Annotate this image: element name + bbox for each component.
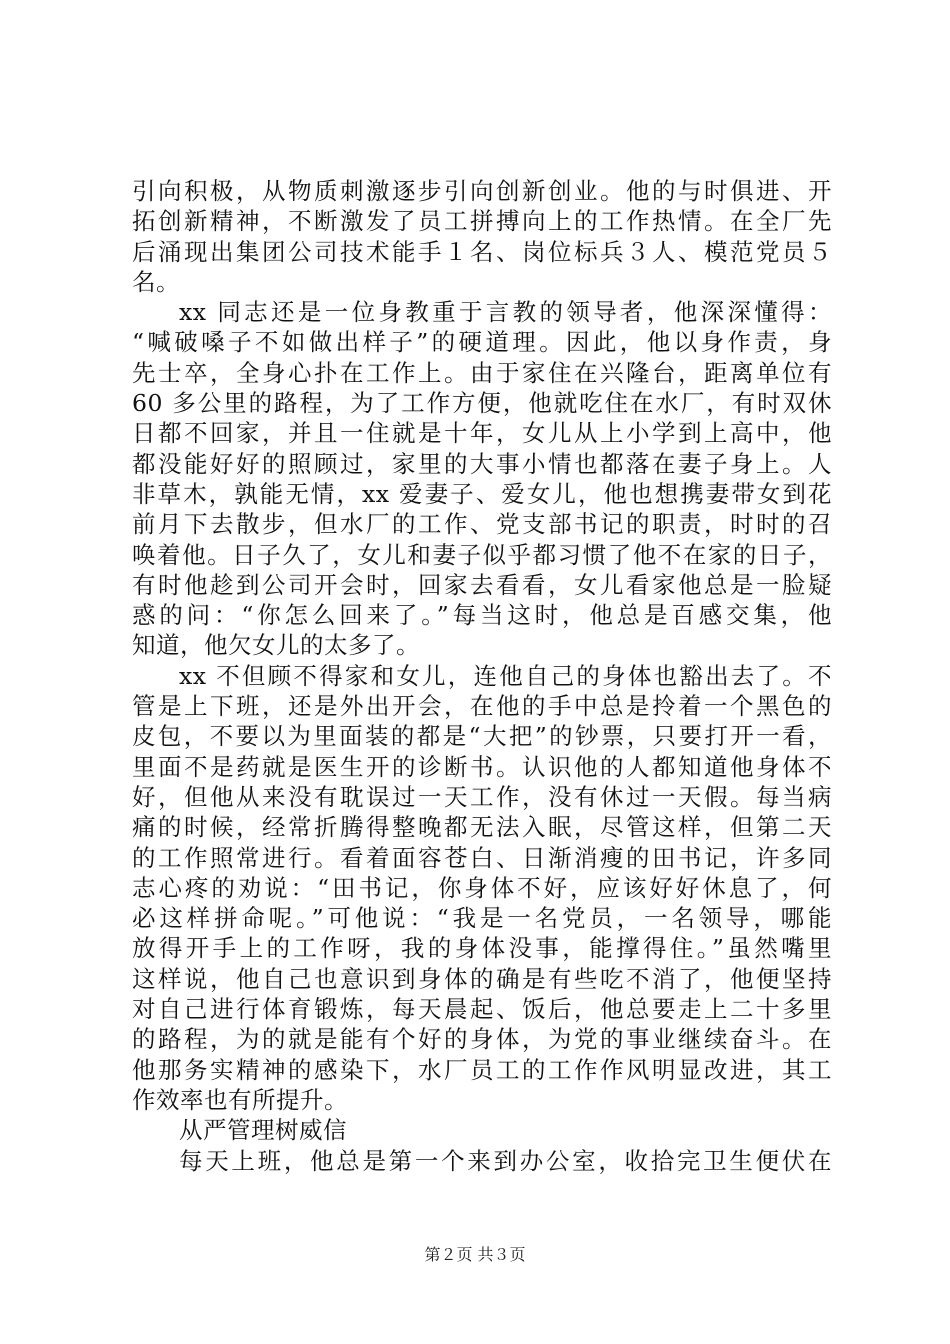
text-line: 引向积极，从物质刺激逐步引向创新创业。他的与时俱进、开 <box>132 177 832 205</box>
text-line: “喊破嗓子不如做出样子”的硬道理。因此，他以身作责，身 <box>132 328 832 357</box>
text-line: 每天上班，他总是第一个来到办公室，收拾完卫生便伏在 <box>179 1146 832 1175</box>
text-line: 名。 <box>132 267 180 296</box>
text-line: 前月下去散步，但水厂的工作、党支部书记的职责，时时的召 <box>132 510 832 539</box>
text-line: 管是上下班，还是外出开会，在他的手中总是拎着一个黑色的 <box>132 692 832 721</box>
text-line: 他那务实精神的感染下，水厂员工的工作作风明显改进，其工 <box>132 1055 832 1084</box>
text-line: 60 多公里的路程，为了工作方便，他就吃住在水厂，有时双休 <box>132 389 832 418</box>
section-heading: 从严管理树威信 <box>179 1116 347 1145</box>
text-line: 后涌现出集团公司技术能手１名、岗位标兵３人、模范党员５ <box>132 237 832 266</box>
text-line: 有时他趁到公司开会时，回家去看看，女儿看家他总是一脸疑 <box>132 570 832 599</box>
text-line: 对自己进行体育锻炼，每天晨起、饭后，他总要走上二十多里 <box>132 995 832 1024</box>
text-line: 的工作照常进行。看着面容苍白、日渐消瘦的田书记，许多同 <box>132 843 832 872</box>
text-line: 皮包，不要以为里面装的都是“大把”的钞票，只要打开一看， <box>132 722 832 751</box>
text-line: 作效率也有所提升。 <box>132 1085 348 1114</box>
text-line: 里面不是药就是医生开的诊断书。认识他的人都知道他身体不 <box>132 752 832 781</box>
text-line: 志心疼的劝说：“田书记，你身体不好，应该好好休息了，何 <box>132 873 832 902</box>
text-line: 日都不回家，并且一住就是十年，女儿从上小学到上高中，他 <box>132 419 832 448</box>
text-line: 先士卒，全身心扑在工作上。由于家住在兴隆台，距离单位有 <box>132 358 832 387</box>
text-line: xx 不但顾不得家和女儿，连他自己的身体也豁出去了。不 <box>179 661 832 690</box>
text-line: 这样说，他自己也意识到身体的确是有些吃不消了，他便坚持 <box>132 964 832 993</box>
text-line: 唤着他。日子久了，女儿和妻子似乎都习惯了他不在家的日子， <box>132 540 832 569</box>
text-line: 必这样拼命呢。”可他说：“我是一名党员，一名领导，哪能 <box>132 904 832 933</box>
text-line: 拓创新精神，不断激发了员工拼搏向上的工作热情。在全厂先 <box>132 207 832 236</box>
page-number-label: 第２页 共３页 <box>424 1245 526 1264</box>
body-text <box>132 176 832 1176</box>
text-line: 都没能好好的照顾过，家里的大事小情也都落在妻子身上。人 <box>132 449 832 478</box>
text-line: 惑的问：“你怎么回来了。”每当这时，他总是百感交集，他 <box>132 601 832 630</box>
text-line: 放得开手上的工作呀，我的身体没事，能撑得住。”虽然嘴里 <box>132 934 832 963</box>
text-line: 痛的时候，经常折腾得整晚都无法入眠，尽管这样，但第二天 <box>132 813 832 842</box>
text-line: 非草木，孰能无情，xx 爱妻子、爱女儿，他也想携妻带女到花 <box>132 479 832 508</box>
text-line: 的路程，为的就是能有个好的身体，为党的事业继续奋斗。在 <box>132 1025 832 1054</box>
text-line: xx 同志还是一位身教重于言教的领导者，他深深懂得： <box>179 298 832 327</box>
text-line: 好，但他从来没有耽误过一天工作，没有休过一天假。每当病 <box>132 782 832 811</box>
page-footer <box>0 1245 950 1265</box>
text-line: 知道，他欠女儿的太多了。 <box>132 631 420 660</box>
